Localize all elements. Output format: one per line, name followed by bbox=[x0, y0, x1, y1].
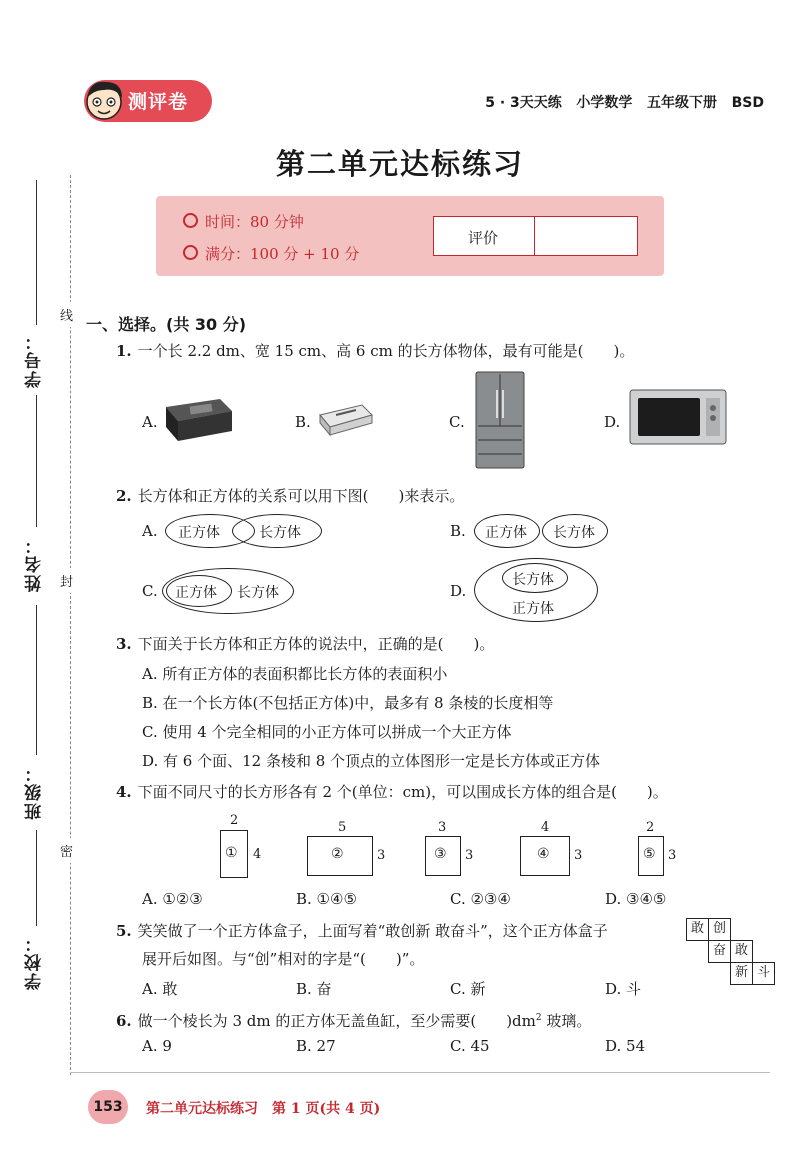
eraser-icon bbox=[314, 401, 376, 439]
q6-option-a[interactable]: A. 9 bbox=[142, 1037, 172, 1055]
q5-option-d[interactable]: D. 斗 bbox=[605, 980, 642, 998]
rect3-mark: ③ bbox=[434, 846, 447, 862]
q2-option-c[interactable]: C. bbox=[142, 582, 158, 600]
rect2-side: 3 bbox=[377, 848, 386, 863]
rect5-side: 3 bbox=[668, 848, 677, 863]
rect2-mark: ② bbox=[331, 846, 344, 862]
label-cuboid-d: 长方体 bbox=[512, 572, 554, 588]
question-2: 2. 长方体和正方体的关系可以用下图( )来表示。 bbox=[116, 487, 465, 505]
q2-option-a[interactable]: A. bbox=[142, 522, 158, 540]
class-line[interactable] bbox=[36, 605, 37, 755]
rect1-mark: ① bbox=[225, 845, 238, 861]
q4-option-c[interactable]: C. ②③④ bbox=[450, 890, 511, 908]
bind-word-line: 线 bbox=[60, 302, 73, 327]
label-cuboid-a: 长方体 bbox=[259, 525, 301, 541]
student-id-line[interactable] bbox=[36, 180, 37, 325]
rect1-side: 4 bbox=[253, 847, 262, 862]
rect5-top: 2 bbox=[646, 820, 655, 835]
q1-option-c[interactable]: C. bbox=[449, 413, 465, 431]
q6-option-d[interactable]: D. 54 bbox=[605, 1037, 646, 1055]
q6-option-c[interactable]: C. 45 bbox=[450, 1037, 490, 1055]
q4-option-b[interactable]: B. ①④⑤ bbox=[296, 890, 357, 908]
q4-option-a[interactable]: A. ①②③ bbox=[142, 890, 203, 908]
rect4-side: 3 bbox=[574, 848, 583, 863]
name-label: 姓名： bbox=[25, 535, 45, 592]
q3-option-c[interactable]: C. 使用 4 个完全相同的小正方体可以拼成一个大正方体 bbox=[142, 723, 512, 741]
class-label: 班级： bbox=[25, 763, 45, 820]
rect3-top: 3 bbox=[438, 820, 447, 835]
q3-option-b[interactable]: B. 在一个长方体(不包括正方体)中，最多有 8 条棱的长度相等 bbox=[142, 694, 554, 712]
rect5-mark: ⑤ bbox=[643, 846, 656, 862]
school-line[interactable] bbox=[36, 830, 37, 926]
net-cell: 斗 bbox=[752, 962, 775, 985]
q1-option-a[interactable]: A. bbox=[142, 413, 158, 431]
net-cell: 奋 bbox=[708, 940, 731, 963]
q1-option-b[interactable]: B. bbox=[295, 413, 311, 431]
q2-option-d[interactable]: D. bbox=[450, 582, 467, 600]
rect2-top: 5 bbox=[338, 820, 347, 835]
q5-option-a[interactable]: A. 敢 bbox=[142, 980, 178, 998]
question-5: 5. 笑笑做了一个正方体盒子，上面写着“敢创新 敢奋斗”，这个正方体盒子 bbox=[116, 922, 608, 940]
net-cell: 创 bbox=[708, 918, 731, 941]
clock-icon bbox=[183, 213, 198, 228]
section-heading: 一、选择。(共 30 分) bbox=[86, 315, 247, 334]
grade-divider bbox=[534, 216, 535, 256]
grade-label: 评价 bbox=[467, 229, 498, 247]
net-cell: 新 bbox=[730, 962, 753, 985]
label-cube-a: 正方体 bbox=[178, 525, 220, 541]
footer-text: 第二单元达标练习 第 1 页(共 4 页) bbox=[146, 1101, 381, 1117]
bind-word-seal: 封 bbox=[60, 568, 73, 593]
rect3-side: 3 bbox=[465, 848, 474, 863]
grade-input[interactable] bbox=[536, 217, 637, 255]
full-score: 满分：100 分 + 10 分 bbox=[205, 245, 360, 263]
footer-divider bbox=[70, 1072, 770, 1073]
refrigerator-icon bbox=[472, 370, 528, 472]
rect4-mark: ④ bbox=[537, 846, 550, 862]
ink-box-icon bbox=[162, 393, 234, 445]
net-cell: 敢 bbox=[686, 918, 709, 941]
rect4-top: 4 bbox=[541, 820, 550, 835]
check-icon bbox=[183, 245, 198, 260]
question-1: 1. 一个长 2.2 dm、宽 15 cm、高 6 cm 的长方体物体，最有可能是( )。 bbox=[116, 342, 635, 360]
label-cube-c: 正方体 bbox=[175, 585, 217, 601]
label-cuboid-c: 长方体 bbox=[237, 585, 279, 601]
time-limit: 时间：80 分钟 bbox=[205, 213, 304, 231]
q5-option-c[interactable]: C. 新 bbox=[450, 980, 486, 998]
student-id-label: 学号： bbox=[25, 331, 45, 388]
label-cuboid-b: 长方体 bbox=[553, 525, 595, 541]
name-line[interactable] bbox=[36, 395, 37, 527]
label-cube-b: 正方体 bbox=[485, 525, 527, 541]
q4-option-d[interactable]: D. ③④⑤ bbox=[605, 890, 667, 908]
q6-option-b[interactable]: B. 27 bbox=[296, 1037, 336, 1055]
q1-option-d[interactable]: D. bbox=[604, 413, 621, 431]
bind-word-secret: 密 bbox=[60, 838, 73, 863]
q5-option-b[interactable]: B. 奋 bbox=[296, 980, 332, 998]
question-5-line2: 展开后如图。与“创”相对的字是“( )”。 bbox=[142, 950, 425, 968]
q3-option-d[interactable]: D. 有 6 个面、12 条棱和 8 个顶点的立体图形一定是长方体或正方体 bbox=[142, 752, 601, 770]
page-title: 第二单元达标练习 bbox=[275, 147, 524, 181]
net-cell: 敢 bbox=[730, 940, 753, 963]
question-6: 6. 做一个棱长为 3 dm 的正方体无盖鱼缸，至少需要( )$dm^2$ 玻璃。 bbox=[116, 1012, 592, 1030]
badge-label: 测评卷 bbox=[128, 91, 189, 113]
book-series: 5 · 3天天练 小学数学 五年级下册 BSD bbox=[485, 95, 764, 111]
microwave-icon bbox=[628, 386, 728, 448]
q2-option-b[interactable]: B. bbox=[450, 522, 466, 540]
question-4: 4. 下面不同尺寸的长方形各有 2 个(单位：cm)，可以围成长方体的组合是( )。 bbox=[116, 783, 668, 801]
school-label: 学校： bbox=[25, 933, 45, 990]
label-cube-d: 正方体 bbox=[512, 601, 554, 617]
q3-option-a[interactable]: A. 所有正方体的表面积都比长方体的表面积小 bbox=[142, 665, 448, 683]
rect1-top: 2 bbox=[230, 813, 239, 828]
cartoon-boy-icon bbox=[82, 76, 126, 124]
question-3: 3. 下面关于长方体和正方体的说法中，正确的是( )。 bbox=[116, 635, 495, 653]
page-number: 153 bbox=[88, 1090, 128, 1124]
